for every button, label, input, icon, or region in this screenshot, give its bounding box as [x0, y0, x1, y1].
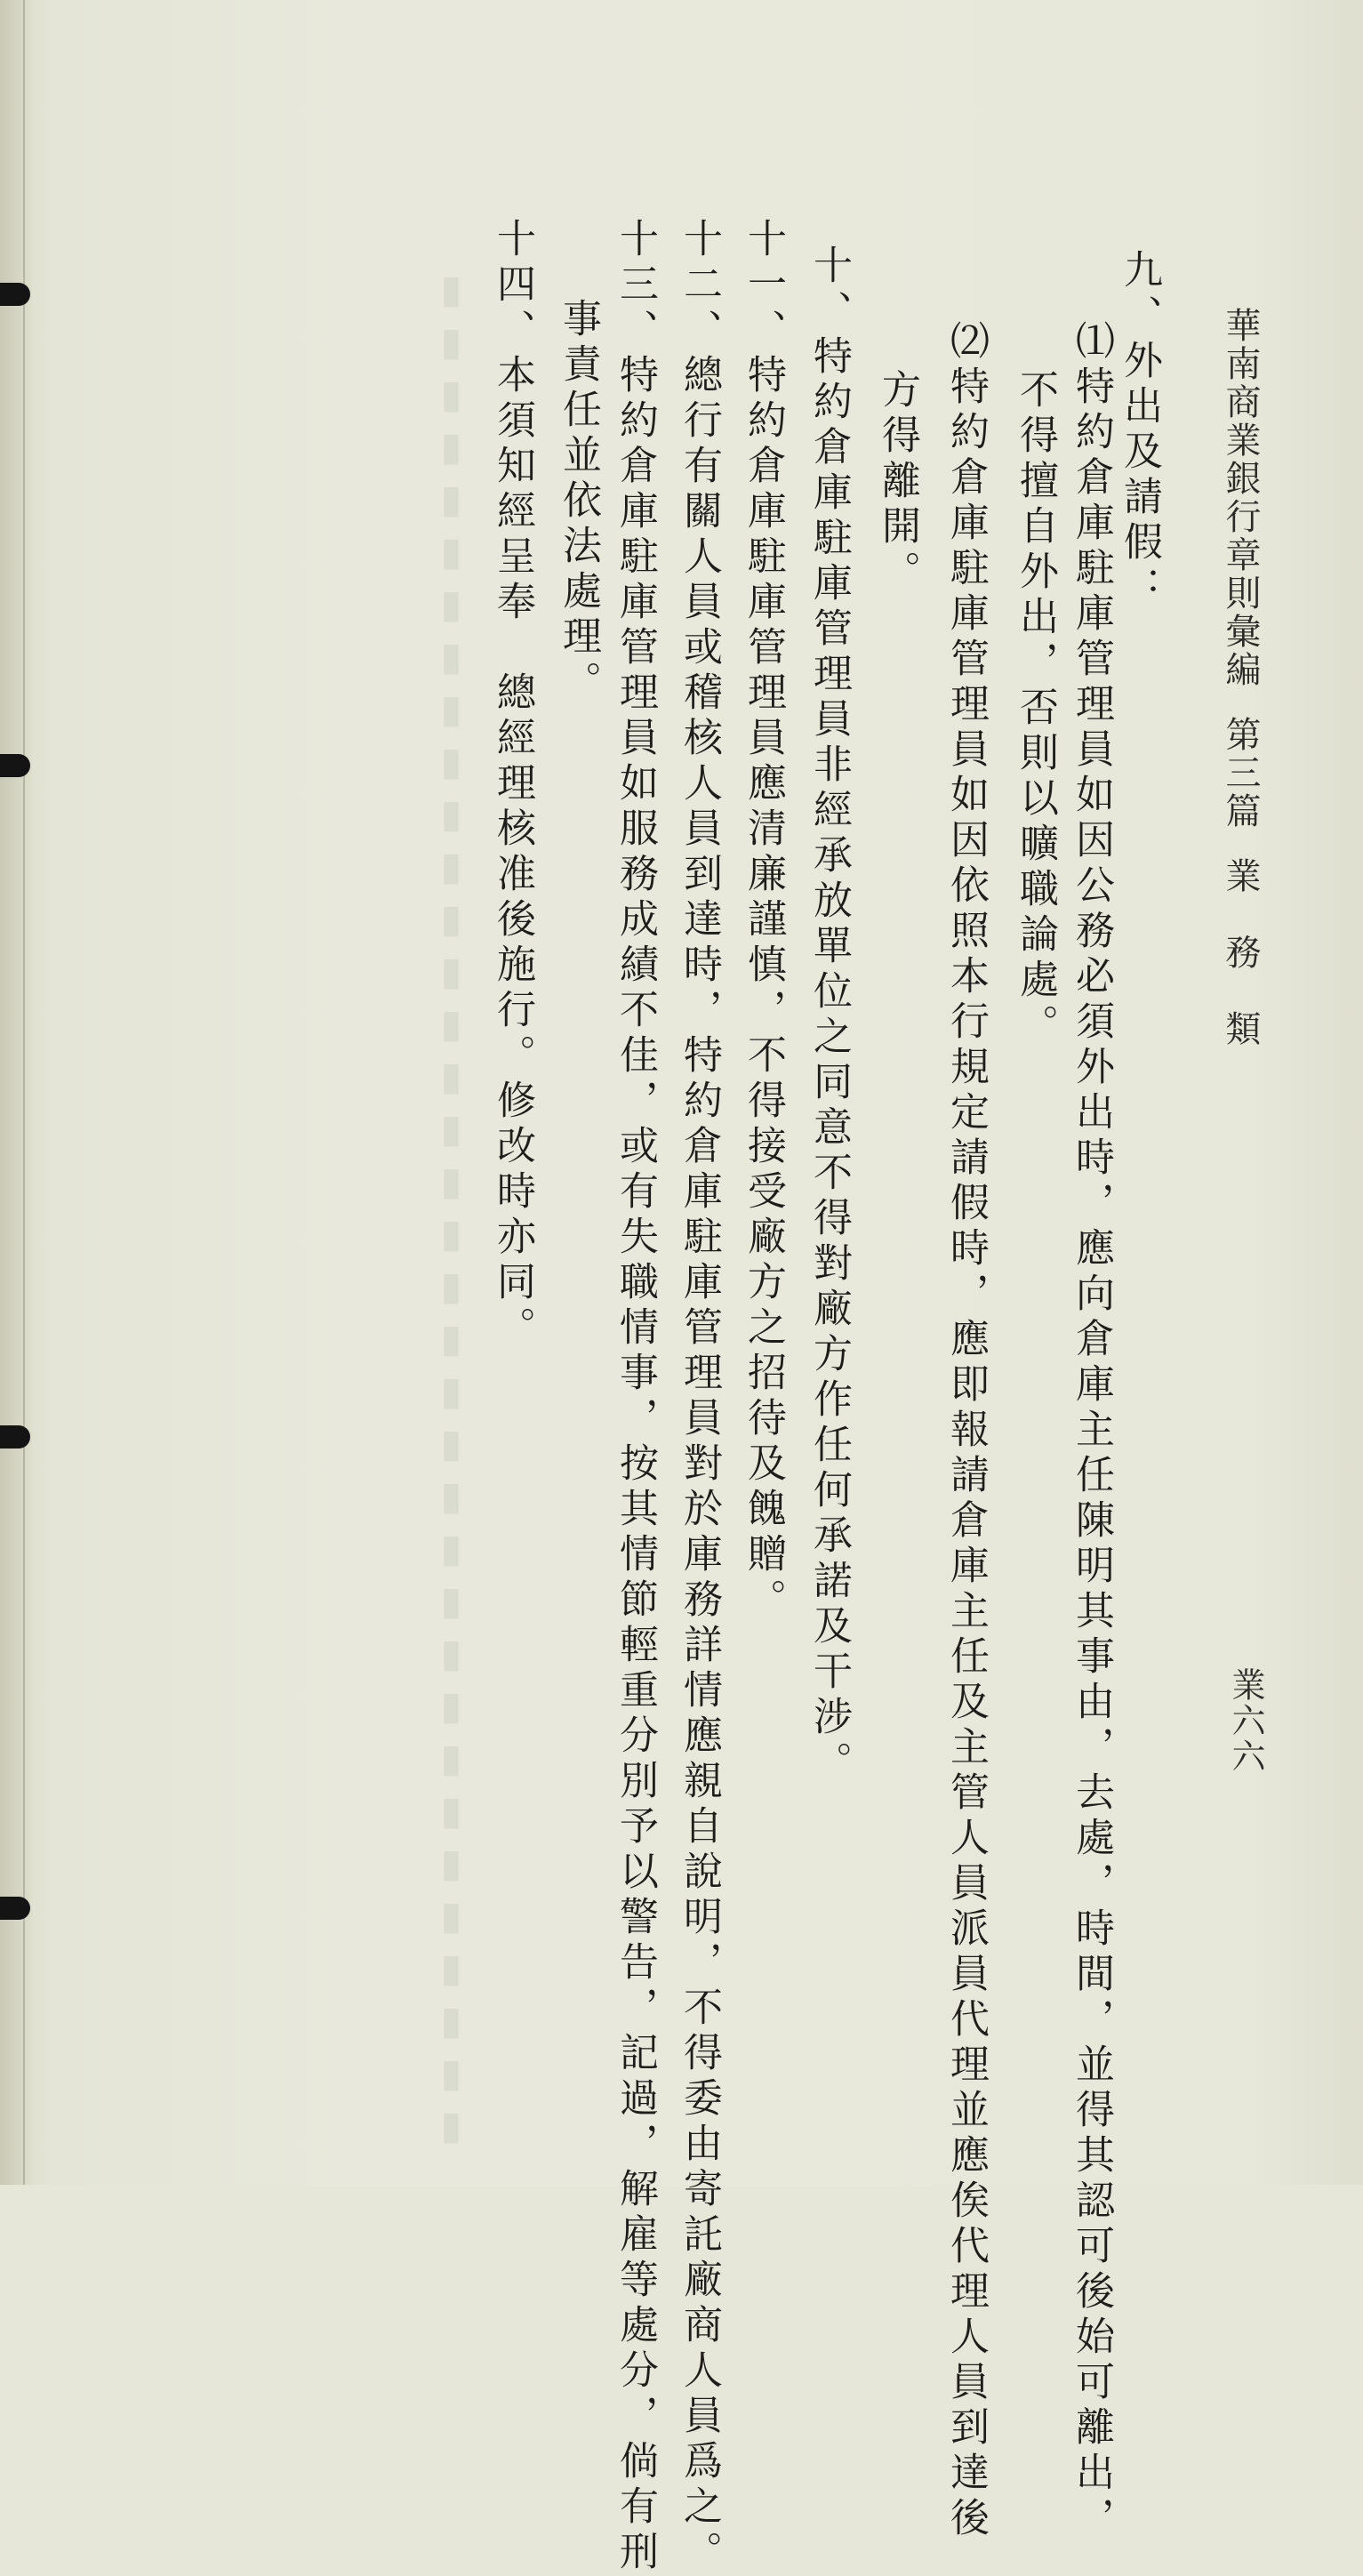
category-label: 業 務 類 — [1220, 857, 1261, 1048]
running-header — [1220, 307, 1261, 1048]
binding-hole — [0, 754, 30, 777]
item-13: 十三、特約倉庫駐庫管理員如服務成績不佳，或有失職情事，按其情節輕重分別予以警告，記過，解雇等處分，倘有刑 — [613, 218, 658, 2576]
section-label: 第三篇 — [1220, 716, 1261, 831]
binding-line — [23, 0, 25, 2185]
item-10: 十、特約倉庫駐庫管理員非經承放單位之同意不得對廠方作任何承諾及干涉。 — [806, 245, 852, 1786]
show-through-texture — [429, 267, 474, 2155]
binding-hole — [0, 1897, 30, 1920]
binding-edge — [0, 0, 34, 2185]
item-9-heading: 九、外出及請假： — [1117, 249, 1162, 612]
binding-hole — [0, 1425, 30, 1448]
item-13-continued: 事責任並依法處理。 — [556, 298, 601, 706]
page-number: 業六六 — [1226, 1667, 1265, 1774]
binding-hole — [0, 283, 30, 306]
item-9-sub-1-continued: 不得擅自外出，否則以曠職論處。 — [1013, 369, 1058, 1049]
item-11: 十一、特約倉庫駐庫管理員應清廉謹慎，不得接受廠方之招待及餽贈。 — [741, 218, 786, 1624]
item-9-sub-2: ⑵特約倉庫駐庫管理員如因依照本行規定請假時，應即報請倉庫主任及主管人員派員代理並應俟代理人員到達後 — [943, 320, 989, 2542]
item-9-sub-2-continued: 方得離開。 — [875, 369, 920, 596]
item-9-sub-1: ⑴特約倉庫駐庫管理員如因公務必須外出時，應向倉庫主任陳明其事由，去處，時間，並得其認可後始可離出， — [1069, 320, 1114, 2542]
book-title: 華南商業銀行章則彙編 — [1220, 307, 1261, 689]
item-12: 十二、總行有關人員或稽核人員到達時，特約倉庫駐庫管理員對於庫務詳情應親自說明，不得委由寄託廠商人員爲之。 — [677, 218, 722, 2576]
show-through-block: ▮▮▮▮▮▮▮▮▮▮▮▮▮▮▮▮▮▮▮▮▮▮▮▮▮▮▮▮▮▮▮▮▮▮▮▮ — [429, 267, 474, 2155]
item-14: 十四、本須知經呈奉 總經理核准後施行。修改時亦同。 — [490, 218, 535, 1352]
